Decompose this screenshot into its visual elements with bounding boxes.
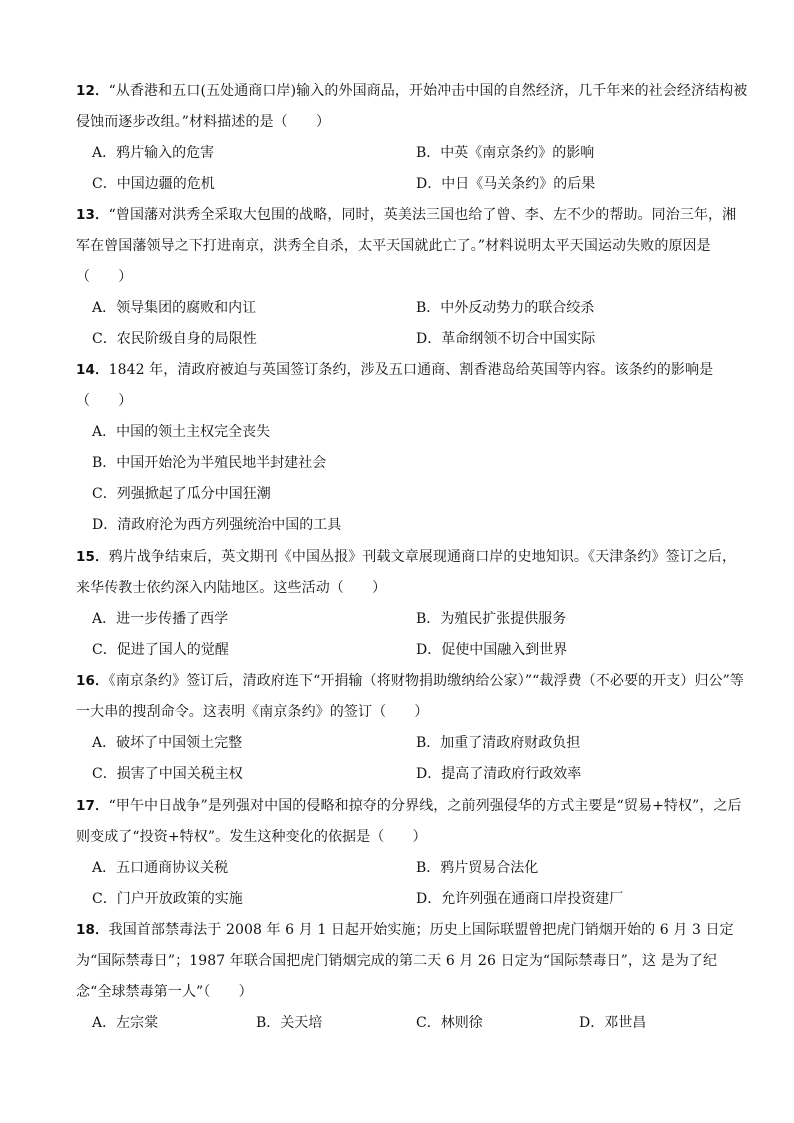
question-text: 鸦片战争结束后，英文期刊《中国丛报》刊载文章展现通商口岸的史地知识。《天津条约》签订之后，来华传教士依约深入内陆地区。这些活动（ ） bbox=[76, 549, 737, 596]
option-a[interactable]: A．领导集团的腐败和内讧 bbox=[92, 300, 257, 316]
option-b[interactable]: B．中外反动势力的联合绞杀 bbox=[416, 300, 595, 316]
options bbox=[76, 417, 748, 541]
option-a[interactable]: A．破坏了中国领土完整 bbox=[92, 735, 243, 751]
question-12 bbox=[76, 76, 748, 200]
question-15 bbox=[76, 542, 748, 666]
question-number: 16． bbox=[76, 673, 109, 689]
question-text: 《南京条约》签订后，清政府连下“开捐输（将财物捐助缴纳给公家）”“裁浮费（不必要的开支）归公”等一大串的搜刮命令。这表明《南京条约》的签订（ ） bbox=[76, 673, 745, 720]
option-c[interactable]: C．农民阶级自身的局限性 bbox=[92, 331, 257, 347]
question-18 bbox=[76, 915, 748, 1039]
options bbox=[76, 728, 748, 790]
option-c[interactable]: C．中国边疆的危机 bbox=[92, 176, 215, 192]
option-c[interactable]: C．促进了国人的觉醒 bbox=[92, 642, 229, 658]
option-a[interactable]: A．左宗棠 bbox=[92, 1015, 159, 1031]
question-text: 我国首部禁毒法于 2008 年 6 月 1 日起开始实施；历史上国际联盟曾把虎门销烟开始的 6 月 3 日定为“国际禁毒日”；1987 年联合国把虎门销烟完成的第二天 6 月 26 日定为“国际禁毒日”，这 是为了纪念“全球禁毒第一人”（ ） bbox=[76, 922, 734, 1000]
question-13 bbox=[76, 200, 748, 355]
question-stem bbox=[76, 200, 748, 293]
option-d[interactable]: D．革命纲领不切合中国实际 bbox=[416, 331, 596, 347]
option-d[interactable]: D．清政府沦为西方列强统治中国的工具 bbox=[92, 517, 342, 533]
options bbox=[76, 1008, 748, 1039]
option-b[interactable]: B．中国开始沦为半殖民地半封建社会 bbox=[92, 455, 327, 471]
question-number: 18． bbox=[76, 922, 109, 938]
option-b[interactable]: B．加重了清政府财政负担 bbox=[416, 735, 581, 751]
question-number: 14． bbox=[76, 362, 109, 378]
question-number: 12． bbox=[76, 83, 109, 99]
question-17 bbox=[76, 791, 748, 915]
option-d[interactable]: D．提高了清政府行政效率 bbox=[416, 766, 582, 782]
option-d[interactable]: D．促使中国融入到世界 bbox=[416, 642, 568, 658]
question-stem bbox=[76, 542, 748, 604]
question-stem bbox=[76, 666, 748, 728]
option-c[interactable]: C．损害了中国关税主权 bbox=[92, 766, 243, 782]
question-stem bbox=[76, 355, 748, 417]
option-b[interactable]: B．鸦片贸易合法化 bbox=[416, 860, 539, 876]
question-stem bbox=[76, 76, 748, 138]
option-c[interactable]: C．门户开放政策的实施 bbox=[92, 891, 243, 907]
question-stem bbox=[76, 791, 748, 853]
question-text: “曾国藩对洪秀全采取大包围的战略，同时，英美法三国也给了曾、李、左不少的帮助。同治三年，湘军在曾国藩领导之下打进南京，洪秀全自杀，太平天国就此亡了。”材料说明太平天国运动失败的原因是（ ） bbox=[76, 207, 737, 285]
options bbox=[76, 138, 748, 200]
option-a[interactable]: A．中国的领土主权完全丧失 bbox=[92, 424, 271, 440]
options bbox=[76, 604, 748, 666]
question-number: 13． bbox=[76, 207, 109, 223]
question-16 bbox=[76, 666, 748, 790]
question-text: 1842 年，清政府被迫与英国签订条约，涉及五口通商、割香港岛给英国等内容。该条约的影响是（ ） bbox=[76, 362, 714, 409]
option-a[interactable]: A．鸦片输入的危害 bbox=[92, 145, 215, 161]
option-d[interactable]: D．允许列强在通商口岸投资建厂 bbox=[416, 891, 624, 907]
option-a[interactable]: A．进一步传播了西学 bbox=[92, 611, 229, 627]
options bbox=[76, 293, 748, 355]
question-14 bbox=[76, 355, 748, 541]
question-text: “从香港和五口(五处通商口岸)输入的外国商品，开始冲击中国的自然经济，几千年来的社会经济结构被侵蚀而逐步改组。”材料描述的是（ ） bbox=[76, 83, 748, 130]
option-a[interactable]: A．五口通商协议关税 bbox=[92, 860, 229, 876]
option-b[interactable]: B．关天培 bbox=[256, 1015, 323, 1031]
option-d[interactable]: D．邓世昌 bbox=[579, 1015, 647, 1031]
options bbox=[76, 853, 748, 915]
option-c[interactable]: C．林则徐 bbox=[416, 1015, 483, 1031]
option-c[interactable]: C．列强掀起了瓜分中国狂潮 bbox=[92, 486, 271, 502]
question-number: 17． bbox=[76, 798, 109, 814]
option-b[interactable]: B．为殖民扩张提供服务 bbox=[416, 611, 567, 627]
question-text: “甲午中日战争”是列强对中国的侵略和掠夺的分界线，之前列强侵华的方式主要是“贸易+特权”，之后则变成了“投资+特权”。发生这种变化的依据是（ ） bbox=[76, 798, 742, 845]
option-d[interactable]: D．中日《马关条约》的后果 bbox=[416, 176, 596, 192]
question-number: 15． bbox=[76, 549, 109, 565]
question-stem bbox=[76, 915, 748, 1008]
option-b[interactable]: B．中英《南京条约》的影响 bbox=[416, 145, 595, 161]
